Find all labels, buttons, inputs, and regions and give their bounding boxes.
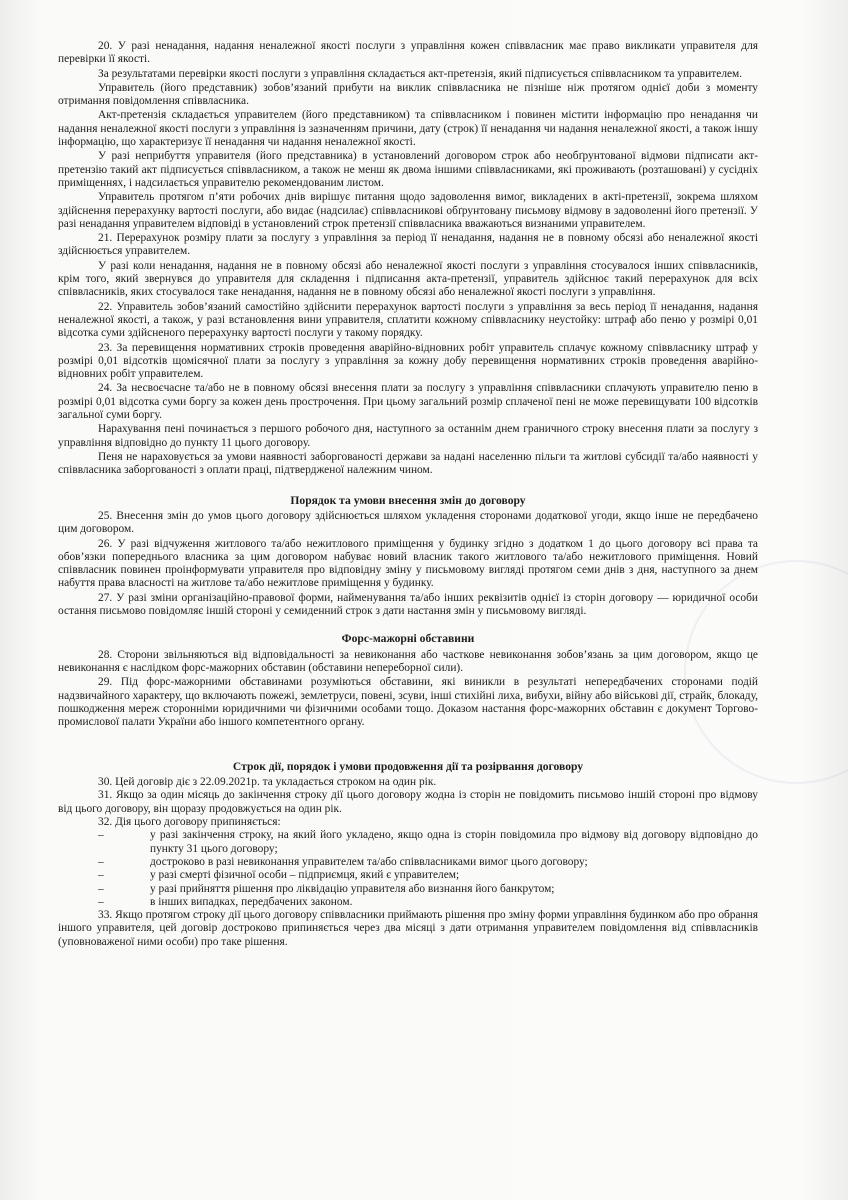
paragraph: 21. Перерахунок розміру плати за послугу з управління за період її ненадання, надання не в повному обсязі або неналежної якості здійснюється управителем.: [58, 232, 758, 258]
paragraph: У разі неприбуття управителя (його представника) в установлений договором строк або необґрунтованої відмови підписати акт-претензію такий акт підписується співвласником, а також не менш як двома іншими співвласниками, які проживають (розташовані) у сусідніх приміщеннях, і надсилається управителю рекомендованим листом.: [58, 150, 758, 189]
paragraph: Пеня не нараховується за умови наявності заборгованості держави за надані населенню пільги та житлові субсидії та/або наявності у співвласника заборгованості з оплати праці, підтвердженої належним чином.: [58, 450, 758, 477]
dash-bullet: –: [98, 855, 104, 868]
paragraph: 26. У разі відчуження житлового та/або нежитлового приміщення у будинку згідно з додатком 1 до цього договору всі права та обов’язки попереднього власника за цим договором набуває новий власник такого житлового та/або нежитлового приміщення. Новий співвласник повинен проінформувати управителя про відповідну зміну у письмовому вигляді протягом семи днів з дня, наступного за днем набуття права власності на житлове та/або нежитлове приміщення у будинку.: [58, 537, 758, 590]
dash-bullet: –: [98, 869, 104, 882]
paragraph: 25. Внесення змін до умов цього договору здійснюється шляхом укладення сторонами додаткової угоди, якщо інше не передбачено цим договором.: [58, 510, 758, 536]
paragraph: Управитель протягом п’яти робочих днів вирішує питання щодо задоволення вимог, викладених в акті-претензії, зокрема шляхом здійснення перерахунку вартості послуги, або видає (надсилає) співвласникові обґрунтовану письмову відмову в задоволенні його претензії. У разі ненадання управителем відповіді в установлений строк претензії співвласника вважаються визнаними управителем.: [58, 191, 758, 230]
paragraph: 22. Управитель зобов’язаний самостійно здійснити перерахунок вартості послуги з управління за весь період її ненадання, надання неналежної якості, а також, у разі встановлення вини управителя, сплатити кожному співвласнику неустойку: штраф або пеню у розмірі 0,01 відсотка суми здійсненого перерахунку вартості послуги у такому порядку.: [58, 300, 758, 340]
paragraph: Акт-претензія складається управителем (його представником) та співвласником і повинен містити інформацію про ненадання чи надання неналежної якості послуги з управління із зазначенням причини, дату (строк) її ненадання чи надання неналежної якості, а також іншу інформацію, що характеризує її ненадання чи надання неналежної якості.: [58, 109, 758, 149]
paragraph: 20. У разі ненадання, надання неналежної якості послуги з управління кожен співвласник має право викликати управителя для перевірки її якості.: [58, 40, 758, 66]
section-heading-amendments: Порядок та умови внесення змін до договору: [290, 493, 526, 507]
list-item-text: у разі прийняття рішення про ліквідацію управителя або визнання його банкрутом;: [150, 882, 555, 895]
list-item: [98, 869, 758, 882]
paragraph: За результатами перевірки якості послуги з управління складається акт-претензія, який підписується співвласником та управителем.: [98, 67, 743, 80]
list-item: [98, 896, 758, 909]
paragraph: 23. За перевищення нормативних строків проведення аварійно-відновних робіт управитель сплачує кожному співвласнику штраф у розмірі 0,01 відсотків щомісячної плати за послугу з управління за кожну добу перевищення нормативних строків проведення аварійно-відновних робіт управителем.: [58, 341, 758, 381]
list-item-text: достроково в разі невиконання управителем та/або співвласниками вимог цього договору;: [150, 855, 588, 868]
section-heading-force-majeure: Форс-мажорні обставини: [341, 632, 475, 646]
paragraph: Нарахування пені починається з першого робочого дня, наступного за останнім днем граничного строку внесення плати за послугу з управління відповідно до пункту 11 цього договору.: [58, 423, 758, 449]
list-item: [98, 829, 758, 856]
paragraph: 31. Якщо за один місяць до закінчення строку дії цього договору жодна із сторін не повідомить письмово іншій стороні про відмову від цього договору, він щоразу продовжується на один рік.: [58, 789, 758, 815]
paragraph: 28. Сторони звільняються від відповідальності за невиконання або часткове невиконання зобов’язань за цим договором, якщо це невиконання є наслідком форс-мажорних обставин (обставини непереборної сили).: [58, 648, 758, 675]
dash-bullet: –: [98, 829, 104, 842]
paragraph: Управитель (його представник) зобов’язаний прибути на виклик співвласника не пізніше ніж протягом однієї доби з моменту отримання повідомлення співвласника.: [58, 81, 758, 108]
list-item: [98, 856, 758, 869]
paragraph: 27. У разі зміни організаційно-правової форми, найменування та/або інших реквізитів однієї із сторін договору — юридичної особи остання письмово повідомляє іншій стороні у семиденний строк з дати настання змін у письмовому вигляді.: [58, 591, 758, 618]
section-heading-term: Строк дії, порядок і умови продовження дії та розірвання договору: [232, 759, 584, 773]
paragraph: 32. Дія цього договору припиняється:: [98, 816, 281, 829]
paragraph: 29. Під форс-мажорними обставинами розуміються обставини, які виникли в результаті непередбачених сторонами подій надзвичайного характеру, що включають пожежі, землетруси, повені, зсуви, інші стихійні лиха, вибухи, війну або військові дії, страйк, блокаду, пошкодження мереж сторонніми юридичними чи фізичними особами тощо. Доказом настання форс-мажорних обставин є документ Торгово-промислової палати України або іншого компетентного органу.: [58, 676, 758, 729]
paragraph: 33. Якщо протягом строку дії цього договору співвласники приймають рішення про зміну форми управління будинком або про обрання іншого управителя, цей договір достроково припиняється через два місяці з дати отримання управителем повідомлення від співвласників (уповноваженої ними особи) про таке рішення.: [58, 909, 758, 948]
list-item-text: в інших випадках, передбачених законом.: [150, 895, 353, 908]
dash-bullet: –: [98, 882, 104, 895]
paragraph: 30. Цей договір діє з 22.09.2021р. та укладається строком на один рік.: [98, 776, 437, 789]
list-item-text: у разі смерті фізичної особи – підприємця, який є управителем;: [150, 869, 460, 882]
dash-bullet: –: [98, 895, 104, 908]
list-item-text: у разі закінчення строку, на який його укладено, якщо одна із сторін повідомила про відмову від договору відповідно до пункту 31 цього договору;: [150, 829, 758, 855]
document-body: [58, 40, 758, 949]
termination-list: [98, 829, 758, 909]
list-item: [98, 883, 758, 896]
paragraph: 24. За несвоєчасне та/або не в повному обсязі внесення плати за послугу з управління співвласники сплачують управителю пеню в розмірі 0,01 відсотка суми боргу за кожен день прострочення. При цьому загальний розмір сплаченої пені не може перевищувати 100 відсотків загальної суми боргу.: [58, 382, 758, 422]
paragraph: У разі коли ненадання, надання не в повному обсязі або неналежної якості послуги з управління стосувалося інших співвласників, крім того, який звернувся до управителя для складення і підписання акта-претензії, управитель здійснює такий перерахунок для всіх співвласників, яких стосувалося таке ненадання, надання не в повному обсязі або неналежної якості послуги з управління.: [58, 259, 758, 299]
